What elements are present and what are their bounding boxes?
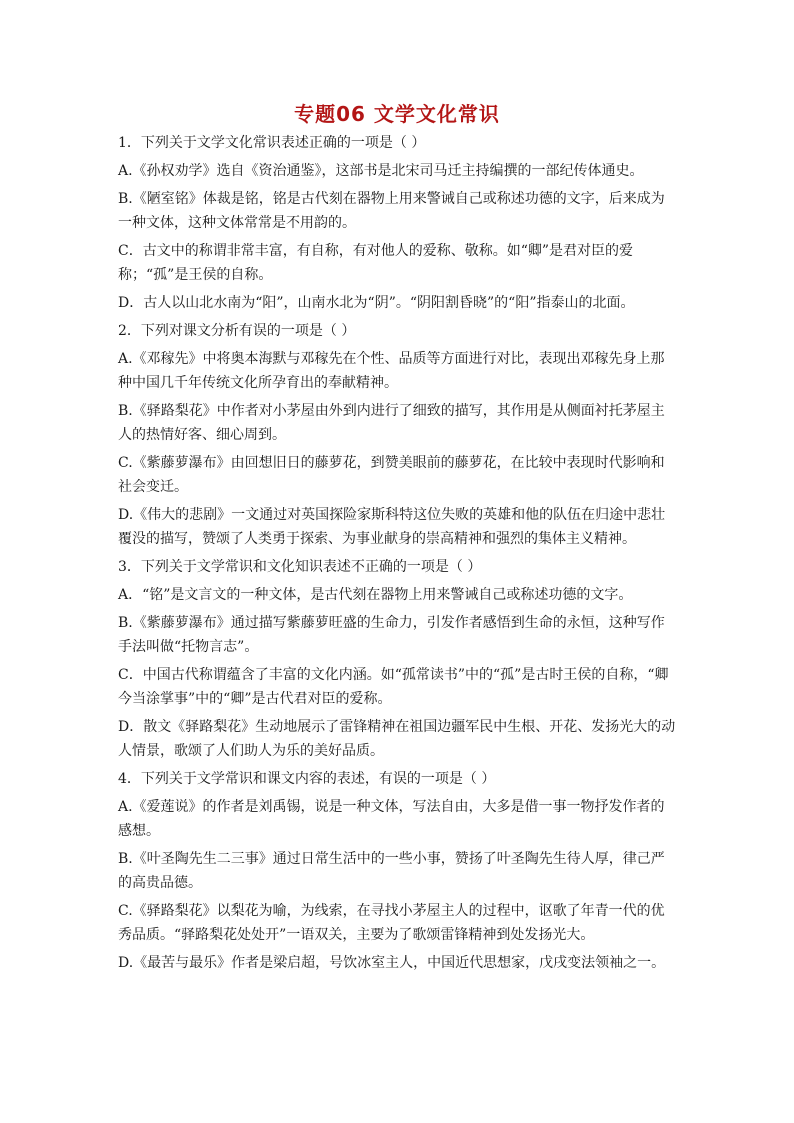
question-4-option-a: A.《爱莲说》的作者是刘禹锡，说是一种文体，写法自由，大多是借一事一物抒发作者的感想。 — [118, 799, 665, 839]
question-3-option-a: A．“铭”是文言文的一种文体，是古代刻在器物上用来警诫自己或称述功德的文字。 — [118, 587, 633, 603]
question-2-option-b: B.《驿路梨花》中作者对小茅屋由外到内进行了细致的描写，其作用是从侧面衬托茅屋主人的热情好客、细心周到。 — [118, 403, 665, 443]
document-title: 专题06 文学文化常识 — [294, 102, 500, 126]
question-3-option-c: C．中国古代称谓蕴含了丰富的文化内涵。如“孤常读书”中的“孤”是古时王侯的自称，“卿今当涂掌事”中的“卿”是古代君对臣的爱称。 — [118, 667, 669, 707]
question-4-option-c: C.《驿路梨花》以梨花为喻，为线索，在寻找小茅屋主人的过程中，讴歌了年青一代的优秀品质。“驿路梨花处处开”一语双关，主要为了歌颂雷锋精神到处发扬光大。 — [118, 903, 665, 943]
question-3-option-b: B.《紫藤萝瀑布》通过描写紫藤萝旺盛的生命力，引发作者感悟到生命的永恒，这种写作手法叫做“托物言志”。 — [118, 615, 665, 655]
question-2-stem: 2．下列对课文分析有误的一项是（ ） — [118, 323, 356, 339]
question-1-option-b: B.《陋室铭》体裁是铭，铭是古代刻在器物上用来警诫自己或称述功德的文字，后来成为一种文体，这种文体常常是不用韵的。 — [118, 191, 665, 231]
question-2-option-c: C.《紫藤萝瀑布》由回想旧日的藤萝花，到赞美眼前的藤萝花，在比较中表现时代影响和社会变迁。 — [118, 455, 665, 495]
question-4-option-d: D.《最苦与最乐》作者是梁启超，号饮冰室主人，中国近代思想家，戊戌变法领袖之一。 — [118, 955, 666, 971]
question-1-option-c: C．古文中的称谓非常丰富，有自称，有对他人的爱称、敬称。如“卿”是君对臣的爱称；“孤”是王侯的自称。 — [118, 243, 634, 283]
question-3-option-d: D．散文《驿路梨花》生动地展示了雷锋精神在祖国边疆军民中生根、开花、发扬光大的动人情景，歌颂了人们助人为乐的美好品质。 — [118, 719, 676, 759]
question-3-stem: 3．下列关于文学常识和文化知识表述不正确的一项是（ ） — [118, 559, 482, 575]
question-list — [118, 127, 678, 975]
question-4-option-b: B.《叶圣陶先生二三事》通过日常生活中的一些小事，赞扬了叶圣陶先生待人厚，律己严的高贵品德。 — [118, 851, 665, 891]
question-2-option-a: A.《邓稼先》中将奥本海默与邓稼先在个性、品质等方面进行对比，表现出邓稼先身上那种中国几千年传统文化所孕育出的奉献精神。 — [118, 351, 665, 391]
question-1-stem: 1．下列关于文学文化常识表述正确的一项是（ ） — [118, 135, 426, 151]
question-1-option-a: A.《孙权劝学》选自《资治通鉴》，这部书是北宋司马迁主持编撰的一部纪传体通史。 — [118, 163, 644, 179]
question-1-option-d: D．古人以山北水南为“阳”，山南水北为“阴”。“阴阳割昏晓”的“阳”指泰山的北面。 — [118, 295, 635, 311]
question-4-stem: 4．下列关于文学常识和课文内容的表述，有误的一项是（ ） — [118, 771, 496, 787]
question-2-option-d: D.《伟大的悲剧》一文通过对英国探险家斯科特这位失败的英雄和他的队伍在归途中悲壮覆没的描写，赞颂了人类勇于探索、为事业献身的崇高精神和强烈的集体主义精神。 — [118, 507, 666, 547]
